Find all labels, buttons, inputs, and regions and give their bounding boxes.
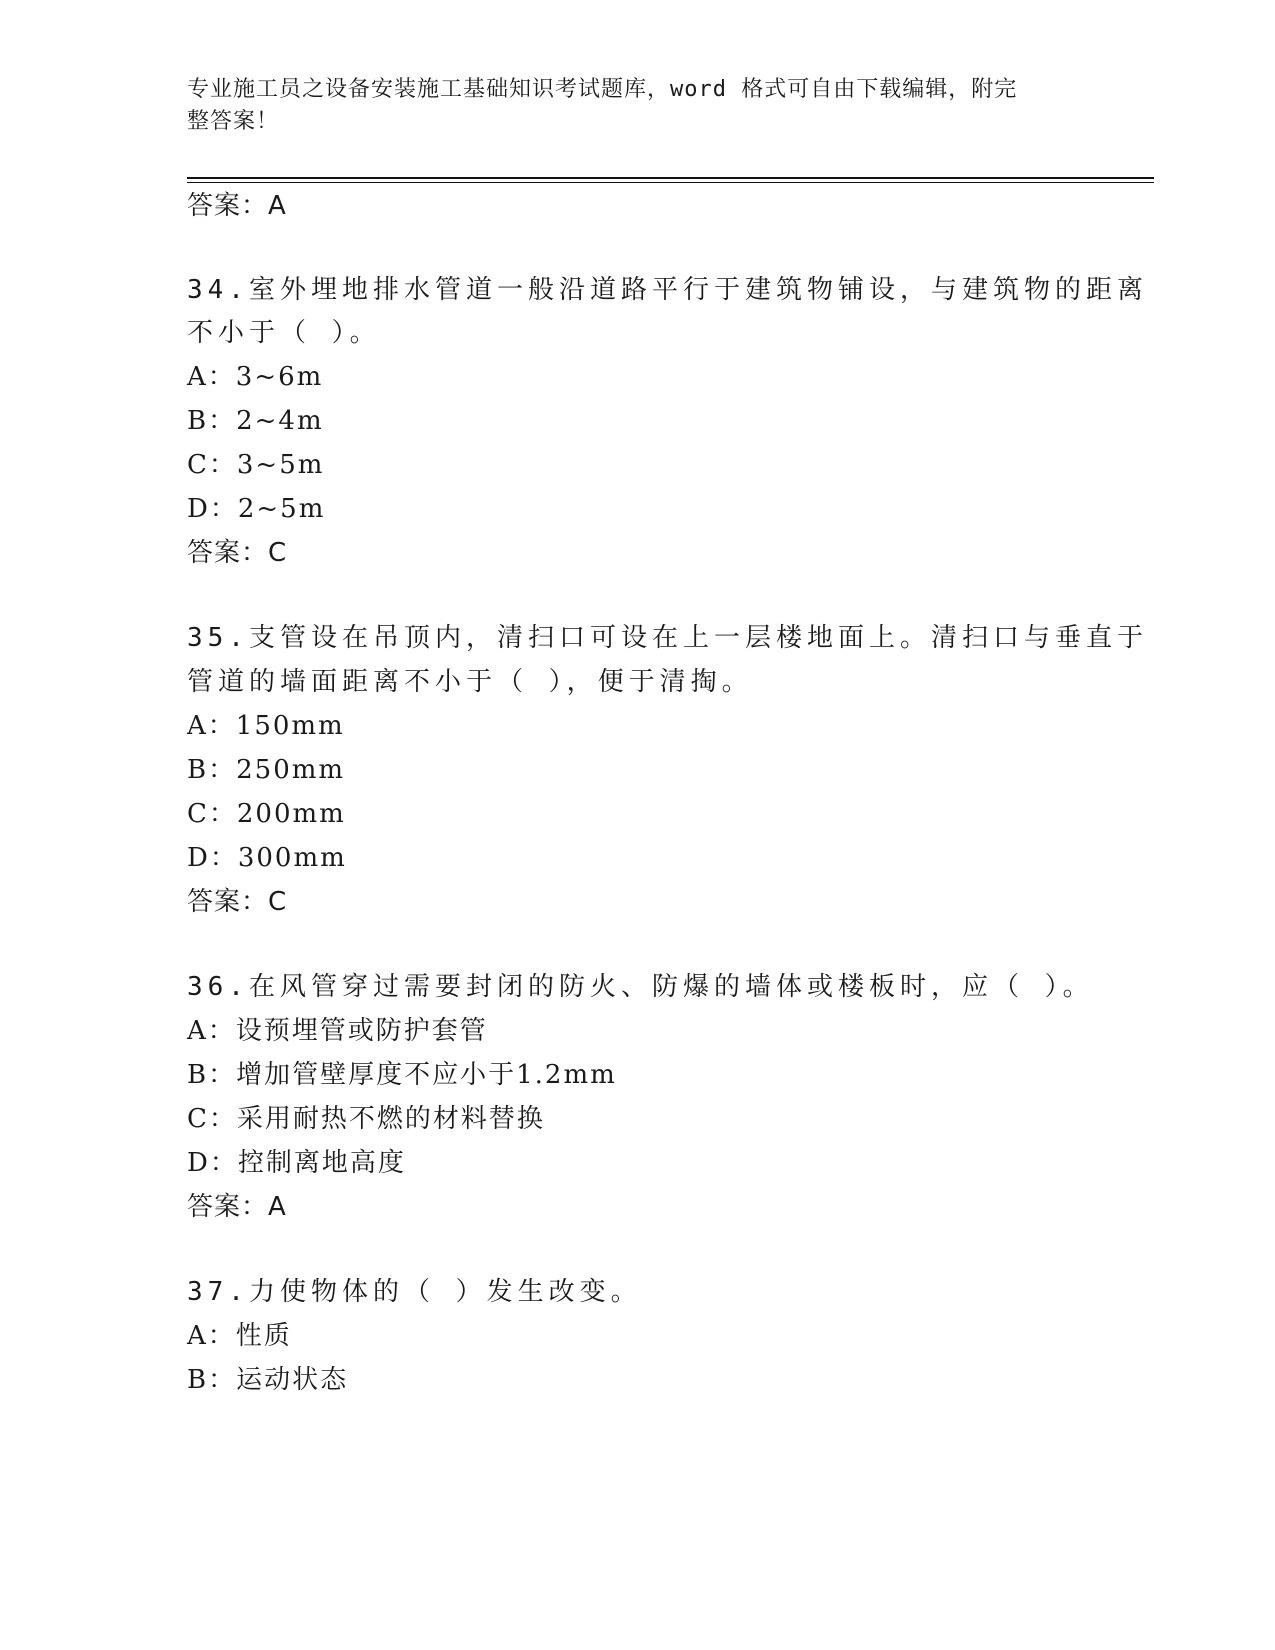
question-36-answer: 答案：A [187,1192,287,1222]
question-35-answer: 答案：C [187,887,288,917]
question-37-option-a: A：性质 [187,1321,292,1351]
question-34-option-d: D：2~5m [187,494,326,524]
header-line-2: 整答案！ [187,109,280,134]
question-36-stem: 36.在风管穿过需要封闭的防火、防爆的墙体或楼板时，应（ ）。 [187,972,1094,1002]
question-35-option-c: C：200mm [187,799,346,829]
answer-33: 答案：A [187,191,287,221]
question-36-option-d: D：控制离地高度 [187,1148,406,1178]
question-36-option-b: B：增加管壁厚度不应小于1.2mm [187,1060,617,1090]
header-divider-thick [187,177,1154,179]
question-34-answer: 答案：C [187,538,288,568]
question-35-stem-line-1: 35.支管设在吊顶内，清扫口可设在上一层楼地面上。清扫口与垂直于 [187,623,1148,653]
question-35-option-b: B：250mm [187,755,346,785]
document-header [187,74,1067,138]
header-divider-thin [187,182,1154,183]
question-34-option-a: A：3~6m [187,362,324,392]
question-36-option-c: C：采用耐热不燃的材料替换 [187,1104,545,1134]
question-37-stem: 37.力使物体的（ ）发生改变。 [187,1277,642,1307]
question-34-option-b: B：2~4m [187,406,324,436]
question-34-stem-line-2: 不小于（ ）。 [187,318,381,348]
question-37-option-b: B：运动状态 [187,1365,349,1395]
question-35-option-a: A：150mm [187,711,345,741]
question-34-option-c: C：3~5m [187,450,325,480]
question-34-stem-line-1: 34.室外埋地排水管道一般沿道路平行于建筑物铺设，与建筑物的距离 [187,275,1148,305]
question-35-option-d: D：300mm [187,843,347,873]
question-35-stem-line-2: 管道的墙面距离不小于（ ），便于清掏。 [187,667,753,697]
header-line-1: 专业施工员之设备安装施工基础知识考试题库，word 格式可自由下载编辑，附完 [187,77,1018,102]
question-36-option-a: A：设预埋管或防护套管 [187,1016,488,1046]
